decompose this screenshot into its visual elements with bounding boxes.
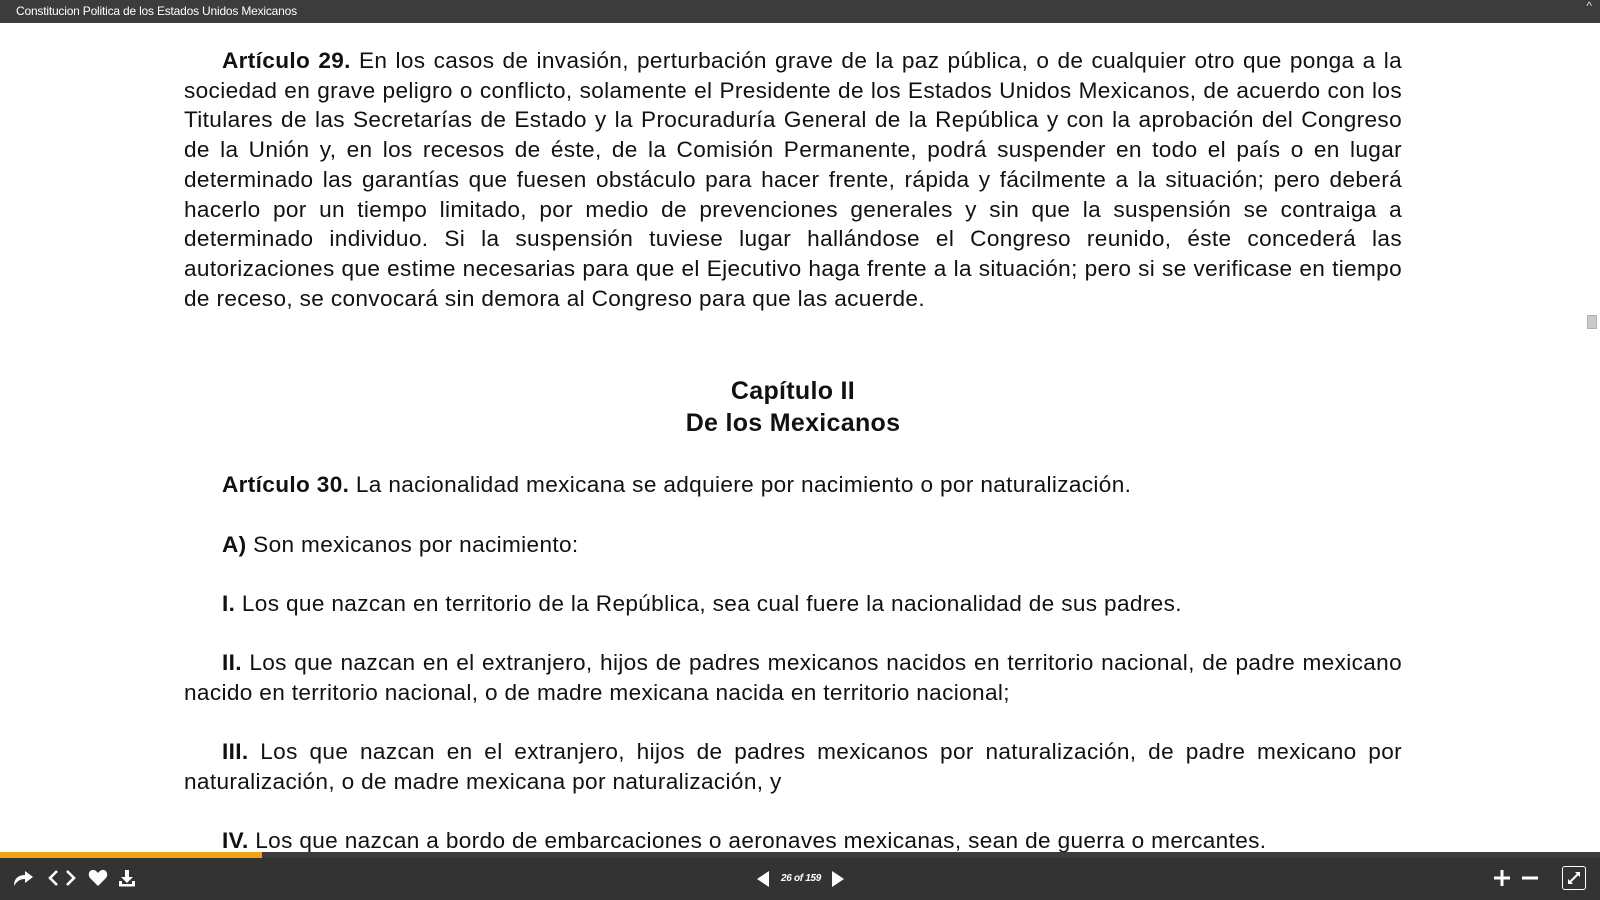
article-29-label: Artículo 29. [222, 48, 351, 73]
fullscreen-button[interactable] [1562, 866, 1586, 890]
title-bar [0, 0, 1600, 23]
item-ii-label: II. [222, 650, 242, 675]
item-i [184, 589, 1402, 619]
item-ii [184, 648, 1402, 707]
fullscreen-icon [1566, 870, 1582, 886]
heart-icon [88, 869, 108, 887]
chapter-title: Capítulo II [730, 377, 856, 405]
article-30-label: Artículo 30. [222, 472, 350, 497]
item-i-label: I. [222, 591, 236, 616]
page-counter: 26 of 159 [780, 873, 822, 884]
zoom-in-button[interactable] [1492, 868, 1512, 888]
item-iii [184, 737, 1402, 796]
vertical-scrollbar[interactable] [1582, 23, 1600, 852]
reading-progress-bar [0, 852, 1600, 858]
scrollbar-thumb[interactable] [1587, 315, 1597, 329]
item-ii-text: Los que nazcan en el extranjero, hijos de padres mexicanos nacidos en territorio nacional, de padre mexicano nacido en territorio nacional, o de madre mexicana nacida en territorio nacional; [184, 650, 1402, 705]
article-29 [184, 46, 1402, 313]
download-button[interactable] [116, 867, 138, 889]
reading-progress-fill [0, 852, 262, 858]
item-iv-label: IV. [222, 828, 249, 852]
article-30-text: La nacionalidad mexicana se adquiere por nacimiento o por naturalización. [349, 472, 1132, 497]
share-button[interactable] [10, 867, 36, 889]
document-title: Constitucion Politica de los Estados Unidos Mexicanos [16, 4, 297, 18]
item-iv [184, 826, 1402, 852]
download-icon [118, 869, 136, 887]
item-iii-label: III. [222, 739, 249, 764]
section-a [184, 530, 1402, 560]
article-30 [184, 470, 1402, 500]
zoom-out-icon [1522, 870, 1538, 886]
prev-page-button[interactable] [754, 869, 772, 889]
next-page-button[interactable] [829, 869, 847, 889]
article-29-text: En los casos de invasión, perturbación grave de la paz pública, o de cualquier otro que ponga a la sociedad en grave peligro o conflicto, solamente el Presidente de los Estados Unidos Mexicanos, de acuerdo con los Titulares de las Secretarías de Estado y la Procuraduría General de la República y con la aprobación del Congreso de la Unión y, en los recesos de éste, de la Comisión Permanente, podrá suspender en todo el país o en lugar determinado las garantías que fuesen obstáculo para hacer frente, rápida y fácilmente a la situación; pero deberá hacerlo por un tiempo limitado, por medio de prevenciones generales y sin que la suspensión se contraiga a determinado individuo. Si la suspensión tuviese lugar hallándose el Congreso reunido, éste concederá las autorizaciones que estime necesarias para que el Ejecutivo haga frente a la situación; pero si se verificase en tiempo de receso, se convocará sin demora al Congreso para que las acuerde. [184, 48, 1403, 311]
embed-icon [47, 869, 77, 887]
chapter-subtitle: De los Mexicanos [685, 409, 901, 437]
embed-button[interactable] [46, 867, 78, 889]
item-i-text: Los que nazcan en territorio de la República, sea cual fuere la nacionalidad de sus padres. [235, 591, 1182, 616]
prev-page-icon [756, 871, 770, 887]
share-icon [12, 869, 34, 887]
section-a-label: A) [222, 532, 247, 557]
zoom-in-icon [1494, 870, 1510, 886]
next-page-icon [831, 871, 845, 887]
collapse-icon[interactable]: ^ [1586, 0, 1592, 13]
zoom-out-button[interactable] [1520, 868, 1540, 888]
section-a-text: Son mexicanos por nacimiento: [246, 532, 579, 557]
item-iv-text: Los que nazcan a bordo de embarcaciones o aeronaves mexicanas, sean de guerra o mercantes. [248, 828, 1267, 852]
like-button[interactable] [87, 867, 109, 889]
item-iii-text: Los que nazcan en el extranjero, hijos de padres mexicanos por naturalización, de padre mexicano por naturalización, o de madre mexicana por naturalización, y [184, 739, 1402, 794]
